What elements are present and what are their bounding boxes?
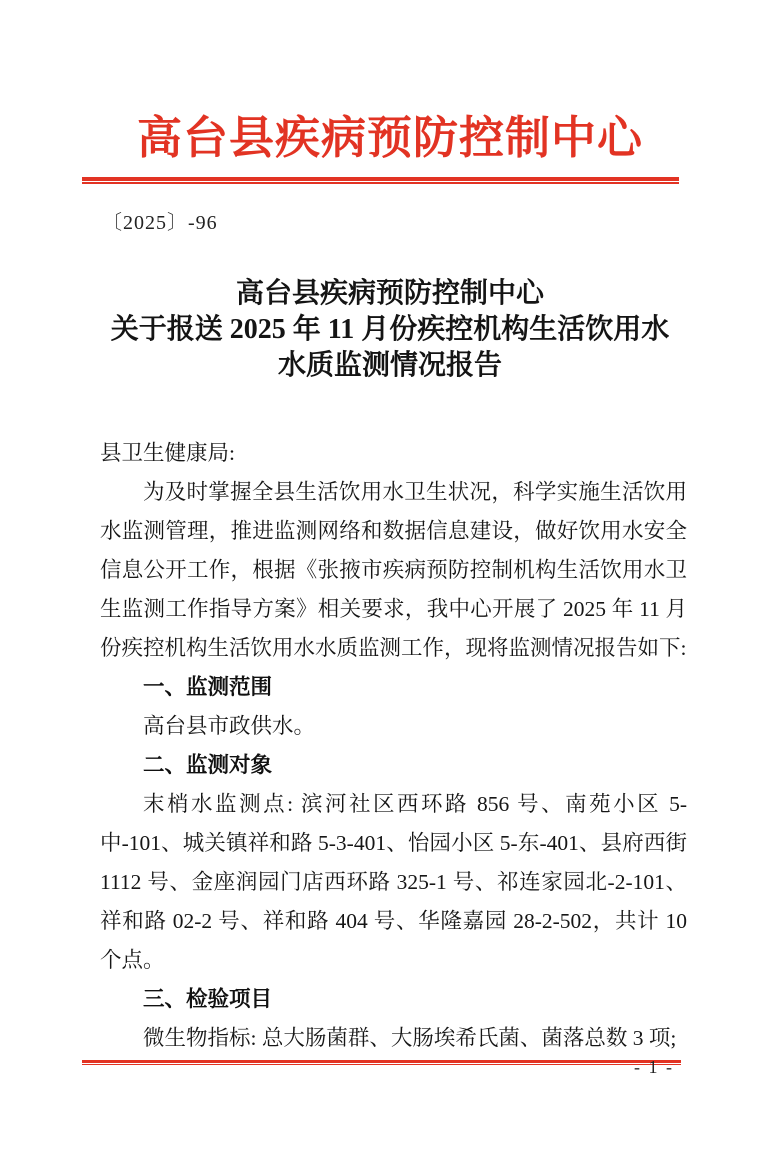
section-3-paragraph: 微生物指标: 总大肠菌群、大肠埃希氏菌、菌落总数 3 项; bbox=[143, 1026, 677, 1050]
footer-red-divider bbox=[82, 1060, 681, 1065]
letterhead-org-title: 高台县疾病预防控制中心 bbox=[136, 113, 643, 163]
document-title-line-3: 水质监测情况报告 bbox=[277, 350, 502, 381]
letterhead-red-divider bbox=[82, 177, 679, 184]
document-title bbox=[40, 276, 740, 384]
intro-paragraph: 为及时掌握全县生活饮用水卫生状况，科学实施生活饮用水监测管理，推进监测网络和数据信息建设，做好饮用水安全信息公开工作，根据《张掖市疾病预防控制机构生活饮用水卫生监测工作指导方案》相关要求，我中心开展了 2025 年 11 月份疾控机构生活饮用水水质监测工作，现将监测情况报告如下: bbox=[100, 480, 687, 660]
document-title-line-1: 高台县疾病预防控制中心 bbox=[235, 278, 544, 309]
document-body bbox=[100, 434, 687, 1058]
section-1-paragraph: 高台县市政供水。 bbox=[143, 714, 316, 738]
page-number: - 1 - bbox=[634, 1057, 674, 1077]
section-2-paragraph: 末梢水监测点: 滨河社区西环路 856 号、南苑小区 5-中-101、城关镇祥和路 5-3-401、怡园小区 5-东-401、县府西街 1112 号、金座润园门店西环路 325-1 号、祁连家园北-2-101、祥和路 02-2 号、祥和路 404 号、华隆嘉园 28-2-502，共计 10 个点。 bbox=[100, 792, 687, 972]
document-title-line-2: 关于报送 2025 年 11 月份疾控机构生活饮用水 bbox=[110, 314, 670, 345]
salutation: 县卫生健康局: bbox=[100, 441, 235, 465]
section-2-heading: 二、监测对象 bbox=[143, 753, 273, 777]
document-number: 〔2025〕-96 bbox=[102, 212, 218, 234]
section-1-heading: 一、监测范围 bbox=[143, 675, 273, 699]
section-3-heading: 三、检验项目 bbox=[143, 987, 273, 1011]
